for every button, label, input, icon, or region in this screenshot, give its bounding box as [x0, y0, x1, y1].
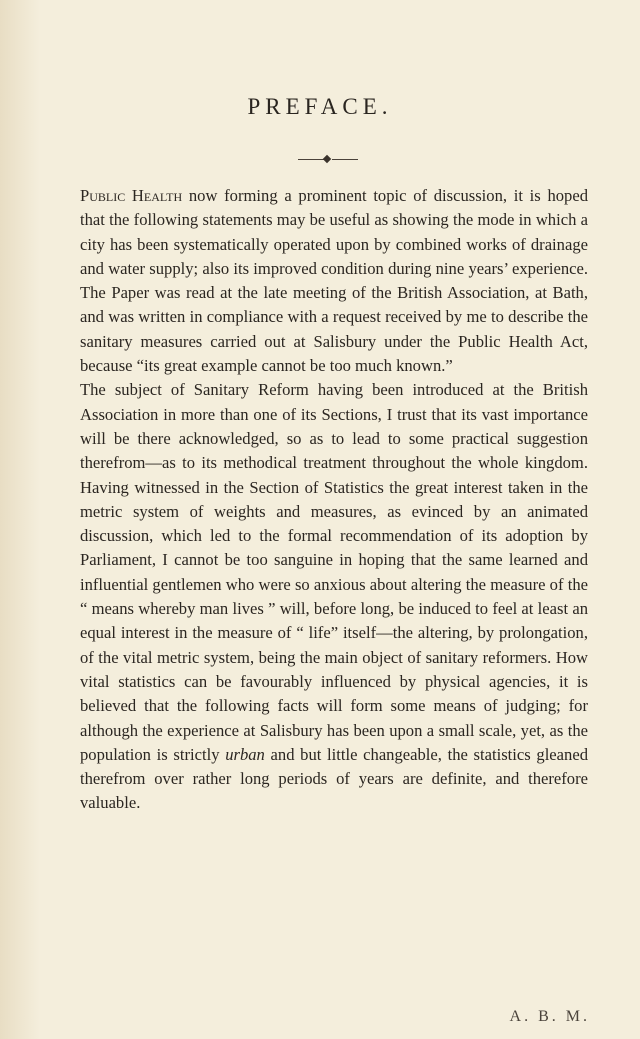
paragraph-2-italic: urban [225, 744, 265, 764]
diamond-icon [323, 155, 331, 163]
paragraph-2-after-italic: and but little changeable, the statistics gleaned therefrom over rather long periods of years are definite, and therefore valuable. [80, 744, 588, 813]
ornament-line-left [298, 159, 324, 160]
body-text [80, 184, 588, 816]
paragraph-2-before-italic: The subject of Sanitary Reform having been introduced at the British Association in more than one of its Sections, I trust that its vast importance will be there acknowledged, so as to lead to some practical suggestion therefrom—as to its methodical treatment throughout the whole kingdom. Having witnessed in the Section of Statistics the great interest taken in the metric system of weights and measures, as evinced by an animated discussion, which led to the formal recommendation of its adoption by Parliament, I cannot be too sanguine in hoping that the same learned and influential gentlemen who were so anxious about altering the measure of the “ means whereby man lives ” will, before long, be induced to feel at least an equal interest in the measure of “ life” itself—the altering, by prolongation, of the vital metric system, being the main object of sanitary reformers. How vital statistics can be favourably influenced by physical agencies, it is believed that the following facts will form some means of judging; for although the experience at Salisbury has been upon a small scale, yet, as the population is strictly [80, 380, 588, 764]
signature: A. B. M. [509, 1008, 590, 1025]
paragraph-1-lead: Public Health [80, 186, 183, 205]
page-title: PREFACE. [247, 94, 393, 119]
paragraph-2 [80, 378, 588, 815]
paragraph-1 [80, 184, 588, 378]
paragraph-1-rest: now forming a prominent topic of discussion, it is hoped that the following statements may be useful as showing the mode in which a city has been systematically operated upon by combined works of drainage and water supply; also its improved condition during nine years’ experience. The Paper was read at the late meeting of the British Association, at Bath, and was written in compliance with a request received by me to describe the sanitary measures carried out at Salisbury under the Public Health Act, because “its great example cannot be too much known.” [80, 186, 588, 376]
ornament-divider [298, 155, 358, 165]
ornament-line-right [332, 159, 358, 160]
